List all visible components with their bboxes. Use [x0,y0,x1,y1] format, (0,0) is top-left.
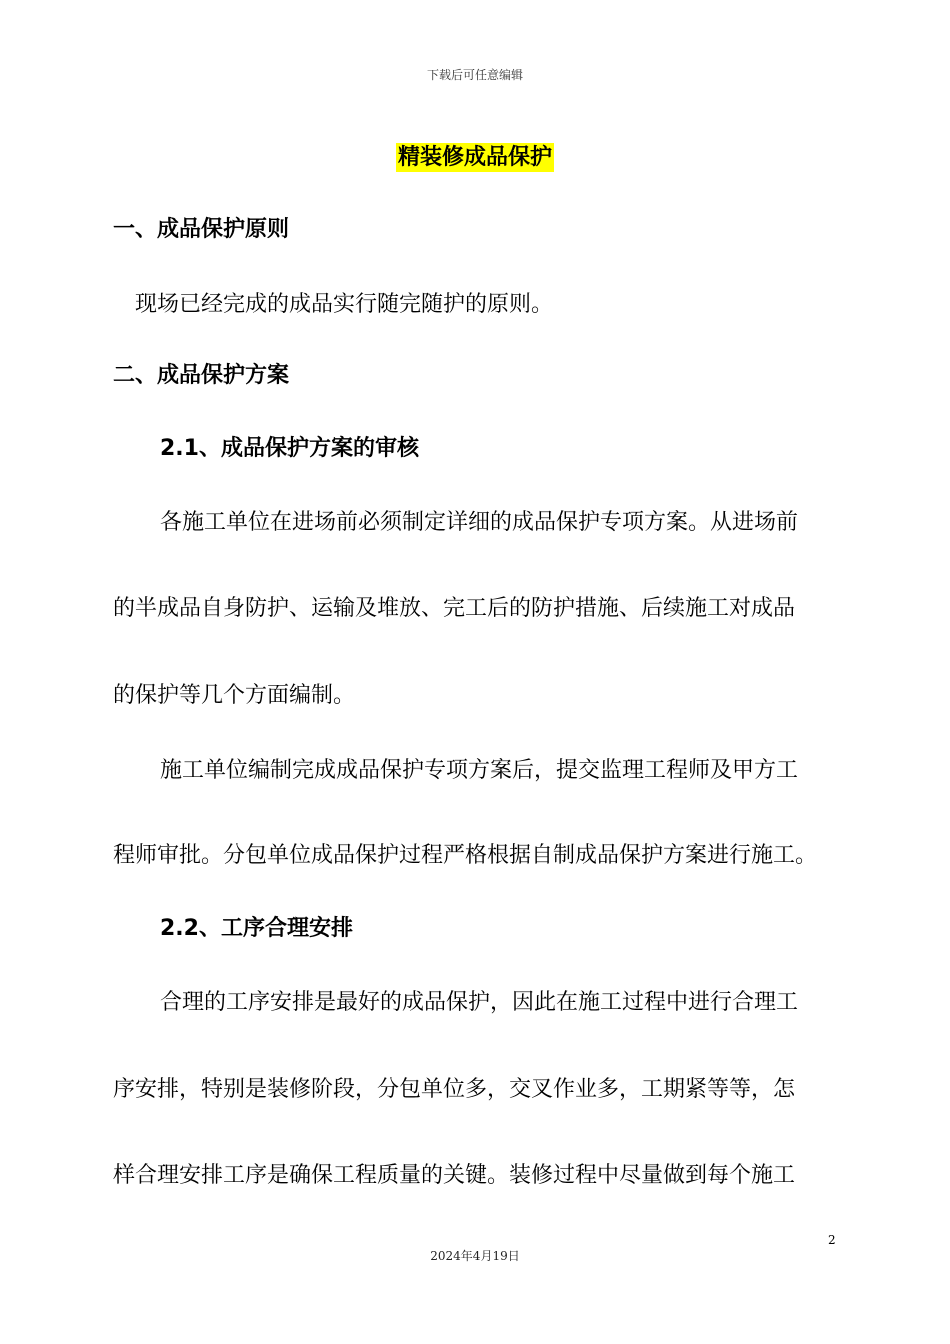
paragraph-line: 的保护等几个方面编制。 [113,683,356,708]
paragraph-line: 的半成品自身防护、运输及堆放、完工后的防护措施、后续施工对成品 [113,596,796,621]
page-header: 下载后可任意编辑 [426,68,523,82]
paragraph-line: 各施工单位在进场前必须制定详细的成品保护专项方案。从进场前 [160,510,799,535]
page-number: 2 [828,1233,836,1247]
paragraph-line: 合理的工序安排是最好的成品保护，因此在施工过程中进行合理工 [160,990,799,1015]
paragraph-line: 程师审批。分包单位成品保护过程严格根据自制成品保护方案进行施工。 [113,843,818,868]
subsection-2-2-heading: 2.2、工序合理安排 [160,916,353,941]
highlighted-title-text: 精装修成品保护 [397,145,552,170]
section1-heading: 一、成品保护原则 [113,217,290,242]
document-title [0,140,950,171]
paragraph-line: 样合理安排工序是确保工程质量的关键。装修过程中尽量做到每个施工 [113,1163,796,1188]
subsection-2-1-heading: 2.1、成品保护方案的审核 [160,436,419,461]
section1-body: 现场已经完成的成品实行随完随护的原则。 [135,292,554,317]
page-footer-date: 2024年4月19日 [430,1249,520,1263]
paragraph-line: 施工单位编制完成成品保护专项方案后，提交监理工程师及甲方工 [160,758,799,783]
section2-heading: 二、成品保护方案 [113,363,290,388]
paragraph-line: 序安排，特别是装修阶段，分包单位多，交叉作业多，工期紧等等，怎 [113,1077,796,1102]
